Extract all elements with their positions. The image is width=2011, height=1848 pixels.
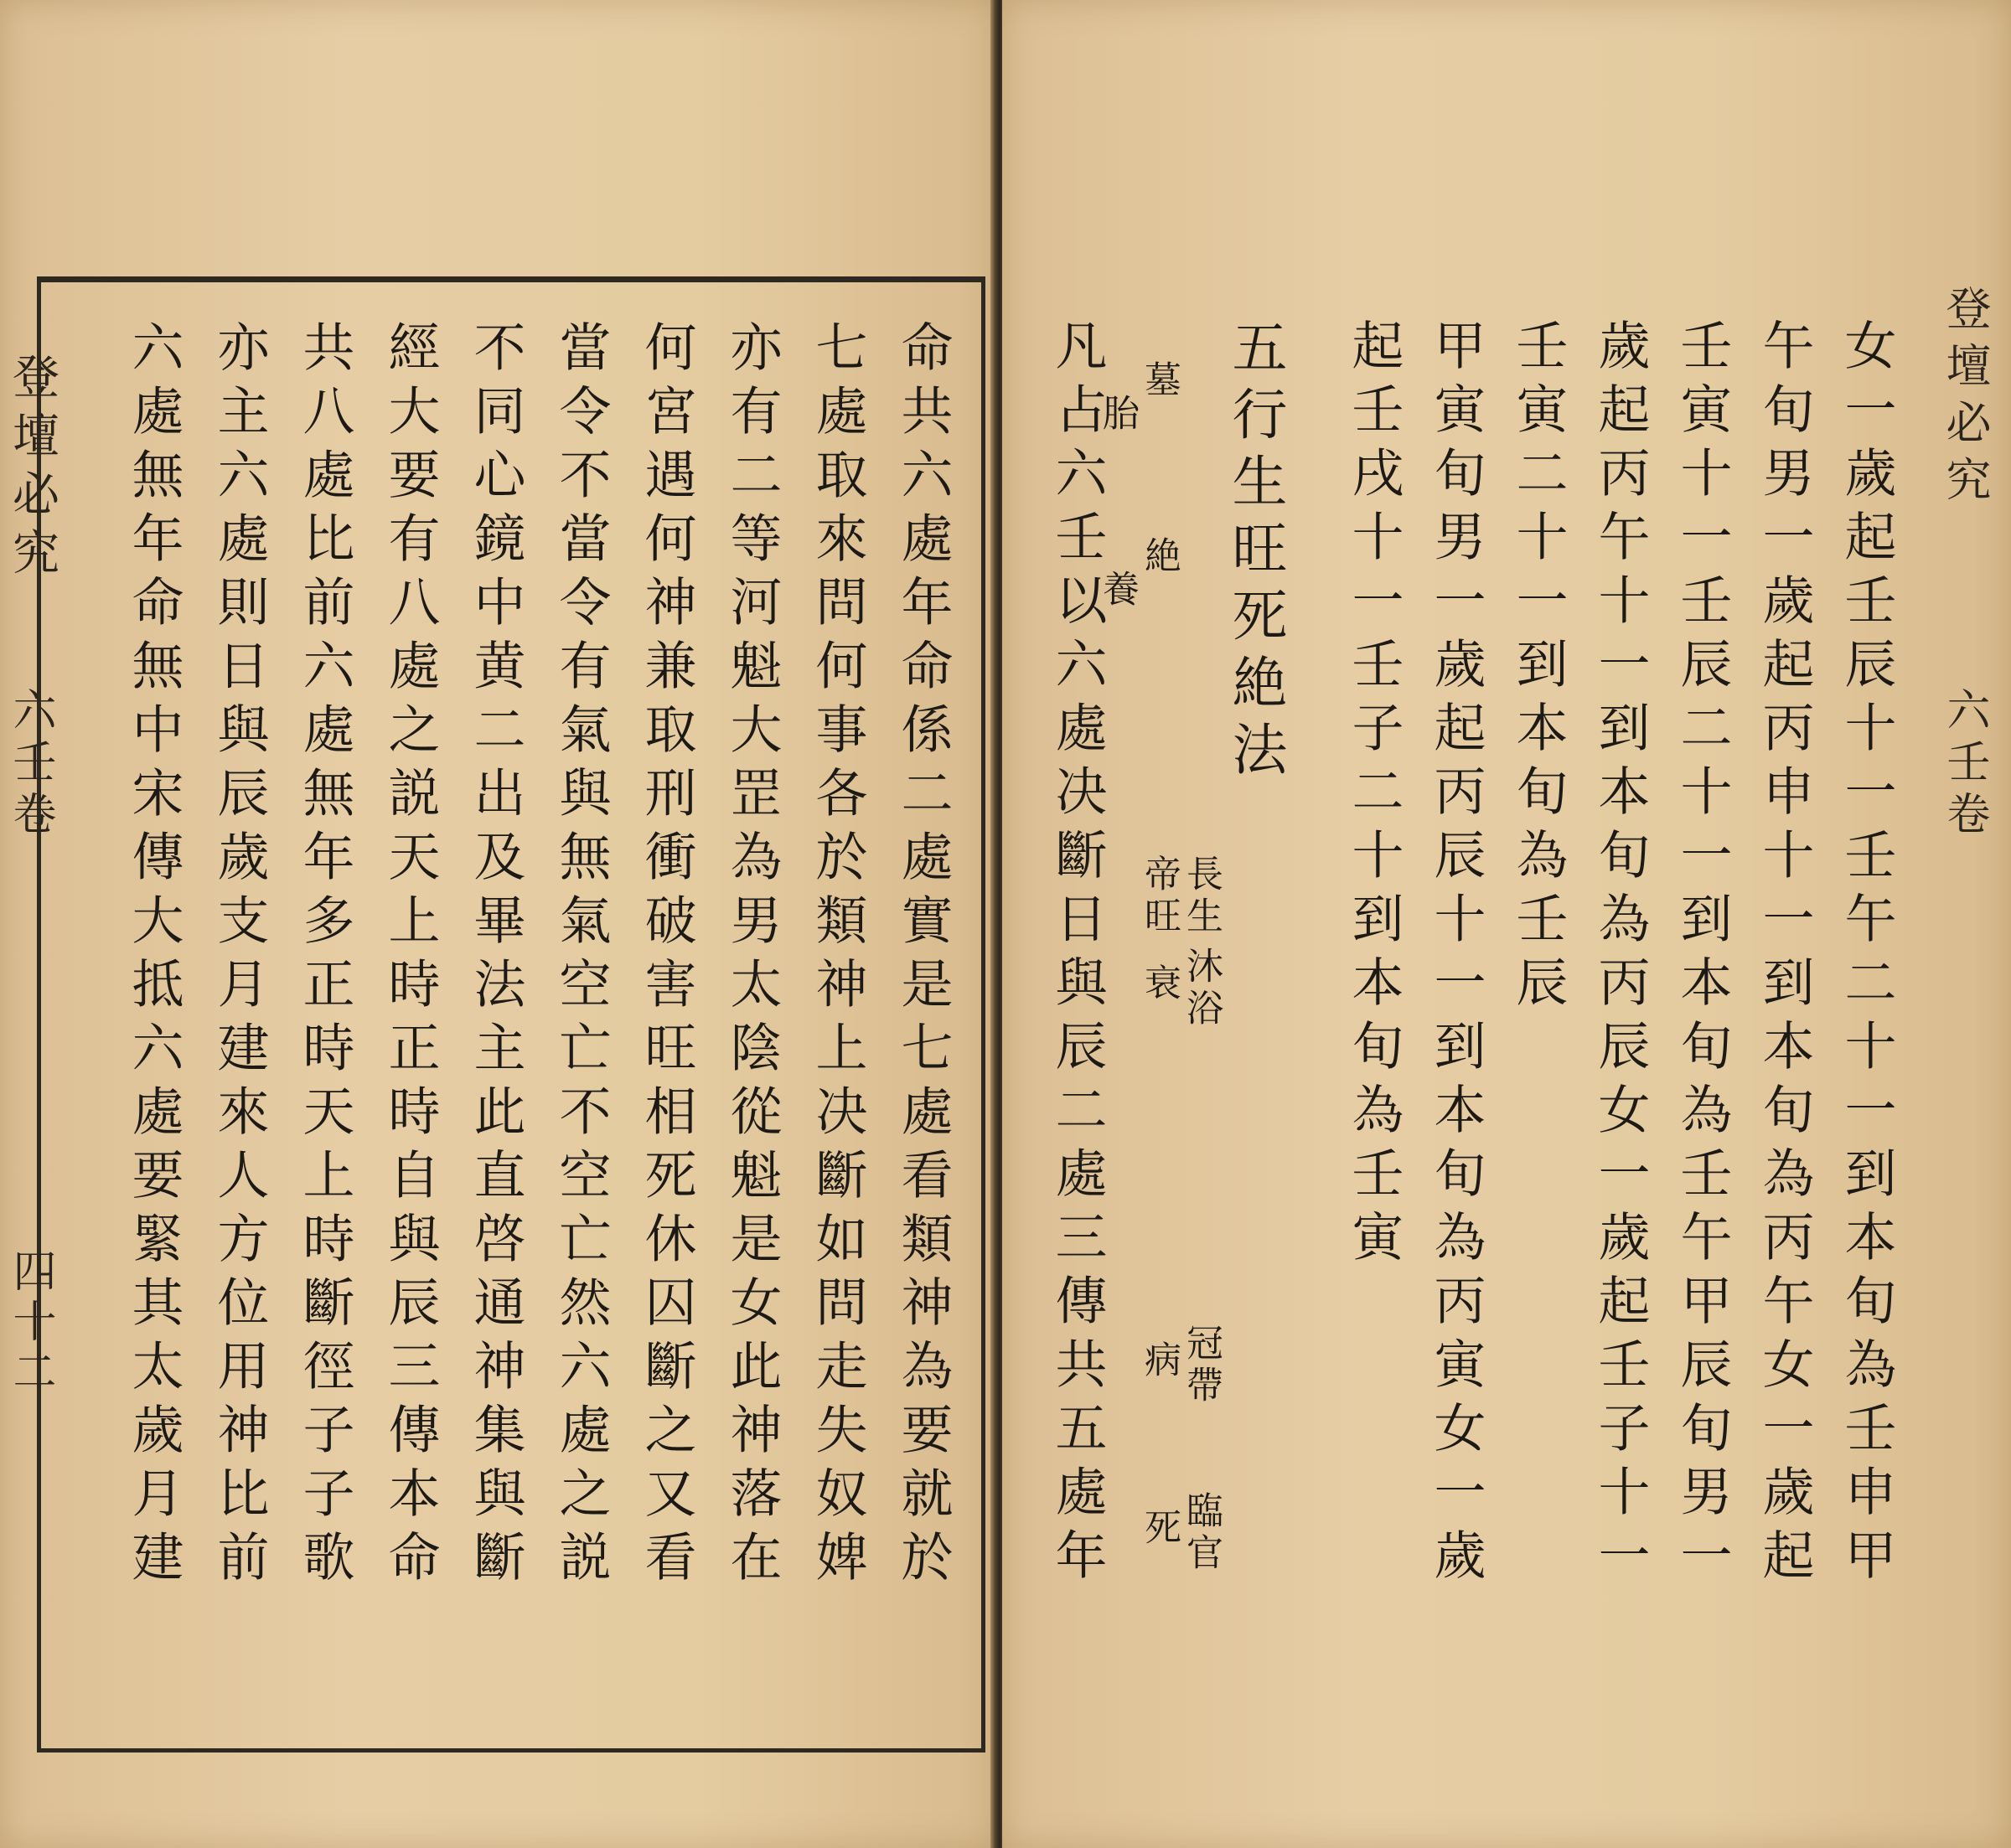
life-cycle-label-text: 絶 xyxy=(1138,536,1181,578)
life-cycle-label xyxy=(1138,854,1181,938)
left-page xyxy=(0,0,997,1848)
wuxing-heading-text: 五行生旺死絶法 xyxy=(1223,318,1287,787)
left-page-number-text: 四十二 xyxy=(5,1248,55,1399)
left-column-2 xyxy=(807,320,868,1593)
right-final-column-text: 凡占六壬以六處决斷日與辰二處三傳共五處年 xyxy=(1047,318,1108,1592)
life-cycle-label xyxy=(1138,360,1181,402)
life-cycle-label-text: 沐浴 xyxy=(1180,947,1223,1030)
life-cycle-label-text: 冠帶 xyxy=(1180,1324,1223,1407)
left-column-8 xyxy=(294,320,355,1593)
left-column-6-text: 不同心鏡中黄二出及畢法主此直啓通神集與斷 xyxy=(465,320,526,1593)
left-page-number xyxy=(5,1248,55,1399)
left-column-9 xyxy=(209,320,270,1593)
life-cycle-label xyxy=(1180,854,1223,938)
left-column-10-text: 六處無年命無中宋傳大抵六處要緊其太歲月建 xyxy=(123,320,184,1593)
right-column-6 xyxy=(1425,318,1486,1592)
left-column-7-text: 經大要有八處之説天上時正時自與辰三傳本命 xyxy=(380,320,441,1593)
right-margin-chapter-text: 六壬卷 xyxy=(1939,687,1989,843)
right-column-1 xyxy=(1836,318,1897,1592)
life-cycle-label xyxy=(1096,394,1139,436)
left-margin-title-text: 登壇必究 xyxy=(5,352,59,586)
life-cycle-label-text: 死 xyxy=(1138,1508,1181,1550)
right-margin-title xyxy=(1939,285,1992,513)
left-column-5 xyxy=(551,320,612,1593)
left-column-1 xyxy=(892,320,954,1593)
left-margin-title xyxy=(5,352,59,586)
life-cycle-label-text: 帝旺 xyxy=(1138,854,1181,938)
right-column-4-text: 歲起丙午十一到本旬為丙辰女一歲起壬子十一 xyxy=(1590,318,1651,1592)
wuxing-heading xyxy=(1223,318,1287,787)
left-column-6 xyxy=(465,320,526,1593)
right-column-6-text: 甲寅旬男一歲起丙辰十一到本旬為丙寅女一歲 xyxy=(1425,318,1486,1592)
left-column-5-text: 當令不當令有氣與無氣空亡不空亡然六處之説 xyxy=(551,320,612,1593)
right-margin-chapter xyxy=(1939,687,1989,843)
left-column-8-text: 共八處比前六處無年多正時天上時斷徑子子歌 xyxy=(294,320,355,1593)
life-cycle-label xyxy=(1180,947,1223,1030)
right-column-5 xyxy=(1507,318,1569,1019)
left-column-3-text: 亦有二等河魁大罡為男太陰從魁是女此神落在 xyxy=(721,320,783,1593)
left-column-4-text: 何宮遇何神兼取刑衝破害旺相死休囚斷之又看 xyxy=(636,320,697,1593)
right-column-7 xyxy=(1343,318,1404,1273)
left-column-2-text: 七處取來問何事各於類神上决斷如問走失奴婢 xyxy=(807,320,868,1593)
life-cycle-label xyxy=(1138,1340,1181,1382)
life-cycle-label-text: 墓 xyxy=(1138,360,1181,402)
life-cycle-label-text: 衰 xyxy=(1138,963,1181,1005)
life-cycle-label-text: 長生 xyxy=(1180,854,1223,938)
right-page xyxy=(1002,0,2011,1848)
life-cycle-label xyxy=(1180,1324,1223,1407)
life-cycle-label-text: 胎 xyxy=(1096,394,1139,436)
right-column-4 xyxy=(1590,318,1651,1592)
left-margin-chapter xyxy=(5,687,55,843)
left-column-7 xyxy=(380,320,441,1593)
life-cycle-label-text: 病 xyxy=(1138,1340,1181,1382)
left-column-1-text: 命共六處年命係二處實是七處看類神為要就於 xyxy=(892,320,954,1593)
right-column-7-text: 起壬戌十一壬子二十到本旬為壬寅 xyxy=(1343,318,1404,1273)
right-margin-title-text: 登壇必究 xyxy=(1939,285,1992,513)
life-cycle-label xyxy=(1138,536,1181,578)
right-column-5-text: 壬寅二十一到本旬為壬辰 xyxy=(1507,318,1569,1019)
right-final-column xyxy=(1047,318,1108,1592)
left-column-4 xyxy=(636,320,697,1593)
life-cycle-label-text: 臨官 xyxy=(1180,1491,1223,1575)
life-cycle-label xyxy=(1138,963,1181,1005)
left-margin-chapter-text: 六壬卷 xyxy=(5,687,55,843)
right-column-1-text: 女一歲起壬辰十一壬午二十一到本旬為壬申甲 xyxy=(1836,318,1897,1592)
left-column-9-text: 亦主六處則日與辰歲支月建來人方位用神比前 xyxy=(209,320,270,1593)
life-cycle-label xyxy=(1180,1491,1223,1575)
right-column-2-text: 午旬男一歲起丙申十一到本旬為丙午女一歲起 xyxy=(1754,318,1815,1592)
life-cycle-label-text: 養 xyxy=(1096,570,1139,612)
right-column-2 xyxy=(1754,318,1815,1592)
right-column-3 xyxy=(1672,318,1733,1592)
right-column-3-text: 壬寅十一壬辰二十一到本旬為壬午甲辰旬男一 xyxy=(1672,318,1733,1592)
life-cycle-label xyxy=(1096,570,1139,612)
left-column-10 xyxy=(123,320,184,1593)
left-column-3 xyxy=(721,320,783,1593)
life-cycle-label xyxy=(1138,1508,1181,1550)
